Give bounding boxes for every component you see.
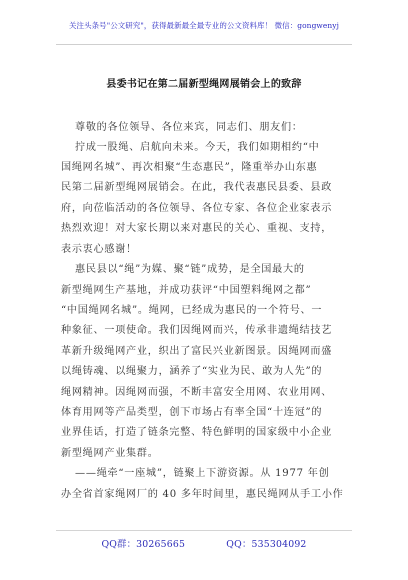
body-line: 业界佳话，打造了链条完整、特色鲜明的国家级中小企业 [61, 427, 333, 438]
body-line: 民第二届新型绳网展销会。在此，我代表惠民县委、县政 [61, 182, 333, 193]
body-line: 国绳网名城”、再次相聚“生态惠民”，隆重举办山东惠 [61, 162, 318, 173]
qq-number: QQ：535304092 [226, 539, 307, 550]
header-banner: 关注头条号"公文研究"，获得最新最全最专业的公文资料库！ 微信：gongwenyj [68, 21, 340, 30]
body-line: ——绳牵“一座城”，链聚上下游资源。从 1977 年创 [75, 468, 330, 479]
body-line: 尊敬的各位领导、各位来宾，同志们、朋友们： [75, 122, 303, 133]
body-line: 惠民县以“绳”为媒、聚“链”成势，是全国最大的 [75, 264, 305, 275]
body-line: 表示衷心感谢！ [61, 244, 137, 255]
body-line: 体育用网等产品类型，创下市场占有率全国“十连冠”的 [61, 407, 323, 418]
body-line: 革新升级绳网产业，织出了富民兴业新图景。因绳网而盛 [61, 346, 333, 357]
body-line: 府，向莅临活动的各位领导、各位专家、各位企业家表示 [61, 203, 333, 214]
header-divider [56, 44, 352, 45]
body-line: “中国绳网名城”。绳网，已经成为惠民的一个符号、一 [61, 305, 323, 316]
footer-divider [56, 530, 352, 531]
body-line: 以绳铸魂、以绳聚力，涵养了“实业为民、敢为人先”的 [61, 366, 323, 377]
body-line: 办全省首家绳网厂的 40 多年时间里，惠民绳网从手工小作 [61, 489, 344, 500]
body-line: 新型绳网生产基地，并成功获评“中国塑料绳网之都” [61, 285, 312, 296]
document-title: 县委书记在第二届新型绳网展销会上的致辞 [106, 78, 302, 90]
body-line: 绳网精神。因绳网而强，不断丰富安全用网、农业用网、 [61, 387, 333, 398]
footer-contact [4, 536, 404, 550]
body-line: 新型绳网产业集群。 [61, 448, 159, 459]
body-line: 种象征、一项使命。我们因绳网而兴，传承非遗绳结技艺 [61, 325, 333, 336]
body-line: 拧成一股绳、启航向未来。今天，我们如期相约“中 [75, 142, 320, 153]
qq-group-number: QQ群：30265665 [101, 539, 186, 550]
body-line: 热烈欢迎！对大家长期以来对惠民的关心、重视、支持， [61, 223, 333, 234]
